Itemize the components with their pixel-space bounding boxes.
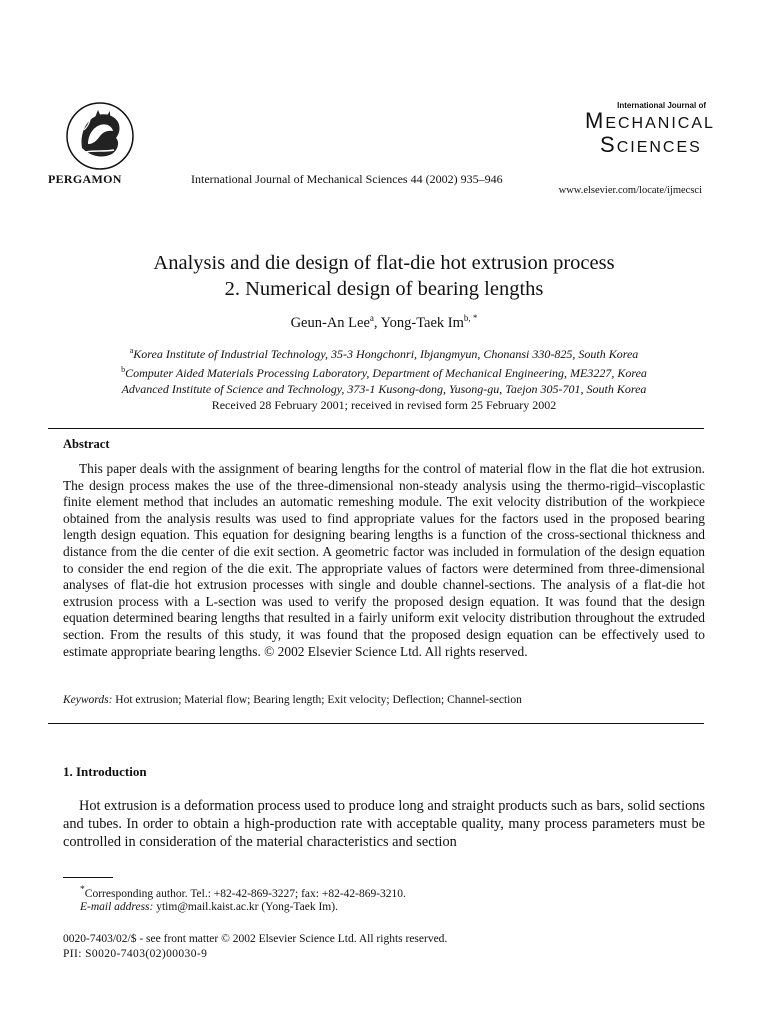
journal-brand-line1: MECHANICAL bbox=[585, 108, 715, 133]
author-affiliation-mark: b, * bbox=[463, 313, 478, 323]
email-address[interactable]: ytim@mail.kaist.ac.kr (Yong-Taek Im). bbox=[153, 901, 338, 913]
affiliation-a bbox=[40, 343, 728, 362]
author-affiliation-mark: a bbox=[369, 313, 374, 323]
footnote-mark: * bbox=[80, 884, 85, 895]
affiliations bbox=[40, 343, 728, 397]
author-list bbox=[40, 313, 728, 332]
divider bbox=[48, 723, 704, 724]
article-title bbox=[40, 250, 728, 302]
keywords-label: Keywords: bbox=[63, 694, 113, 706]
received-dates: Received 28 February 2001; received in revised form 25 February 2002 bbox=[211, 398, 557, 412]
footnote-rule bbox=[63, 877, 113, 878]
footnote-text: Corresponding author. Tel.: +82-42-869-3227; fax: +82-42-869-3210. bbox=[84, 887, 406, 900]
copyright-line: 0020-7403/02/$ - see front matter © 2002 Elsevier Science Ltd. All rights reserved. bbox=[63, 933, 448, 945]
keywords-list: Hot extrusion; Material flow; Bearing length; Exit velocity; Deflection; Channel-section bbox=[112, 694, 522, 706]
abstract-heading: Abstract bbox=[63, 437, 110, 451]
affiliation-mark: a bbox=[129, 346, 134, 355]
journal-brand-small: International Journal of bbox=[617, 101, 706, 110]
footnote-corresponding bbox=[80, 884, 406, 900]
title-line2: 2. Numerical design of bearing lengths bbox=[224, 278, 544, 300]
keywords bbox=[63, 694, 522, 706]
author-name: Yong-Taek Im bbox=[380, 314, 464, 331]
journal-url[interactable]: www.elsevier.com/locate/ijmecsci bbox=[558, 185, 702, 196]
author-separator: , bbox=[373, 314, 381, 331]
journal-brand-line2: SCIENCES bbox=[600, 132, 702, 157]
section-heading: 1. Introduction bbox=[63, 764, 147, 779]
divider bbox=[48, 428, 704, 429]
affiliation-text: Korea Institute of Industrial Technology, 35-3 Hongchonri, Ibjangmyun, Chonansi 330-825, South Korea bbox=[133, 347, 639, 361]
section-text: Hot extrusion is a deformation process used to produce long and straight products such as bars, solid sections and tubes. In order to obtain a high-production rate with acceptable quality, many process parameters must be controlled in consideration of the material characteristics and section bbox=[63, 798, 705, 850]
pii-line: PII: S0020-7403(02)00030-9 bbox=[63, 948, 208, 960]
author-name: Geun-An Lee bbox=[290, 314, 370, 331]
title-line1: Analysis and die design of flat-die hot extrusion process bbox=[153, 252, 615, 274]
affiliation-b bbox=[40, 362, 728, 381]
affiliation-text: Computer Aided Materials Processing Laboratory, Department of Mechanical Engineering, ME3227, Korea bbox=[125, 366, 647, 380]
journal-citation: International Journal of Mechanical Sciences 44 (2002) 935–946 bbox=[191, 172, 503, 186]
publisher-logo-icon bbox=[64, 100, 136, 172]
publisher-name: PERGAMON bbox=[48, 172, 122, 186]
footnote-email bbox=[80, 901, 338, 913]
email-label: E-mail address: bbox=[80, 901, 154, 913]
affiliation-mark: b bbox=[121, 365, 126, 374]
abstract-text: This paper deals with the assignment of bearing lengths for the control of material flow in the flat die hot extrusion. The design process makes the use of the three-dimensional non-steady analysis using the thermo-rigid–viscoplastic finite element method that includes an automatic remeshing module. The exit velocity distribution of the workpiece obtained from the analysis results was used to find appropriate values for the factors used in the proposed bearing length design equation. This equation for designing bearing lengths is a function of the cross-sectional thickness and distance from the die center of die exit section. A geometric factor was included in formulation of the design equation to consider the end region of the die exit. The appropriate values of factors were determined from three-dimensional analyses of flat-die hot extrusion processes with single and double channel-sections. The analysis of a flat-die hot extrusion process with a L-section was used to verify the proposed design equation. It was found that the design equation determined bearing lengths that resulted in a fairly uniform exit velocity distribution throughout the extruded section. From the results of this study, it was found that the proposed design equation can be effectively used to estimate appropriate bearing lengths. © 2002 Elsevier Science Ltd. All rights reserved. bbox=[63, 461, 705, 659]
journal-brand bbox=[580, 101, 715, 158]
affiliation-b-cont: Advanced Institute of Science and Technology, 373-1 Kusong-dong, Yusong-gu, Taejon 305-701, South Korea bbox=[121, 382, 647, 396]
